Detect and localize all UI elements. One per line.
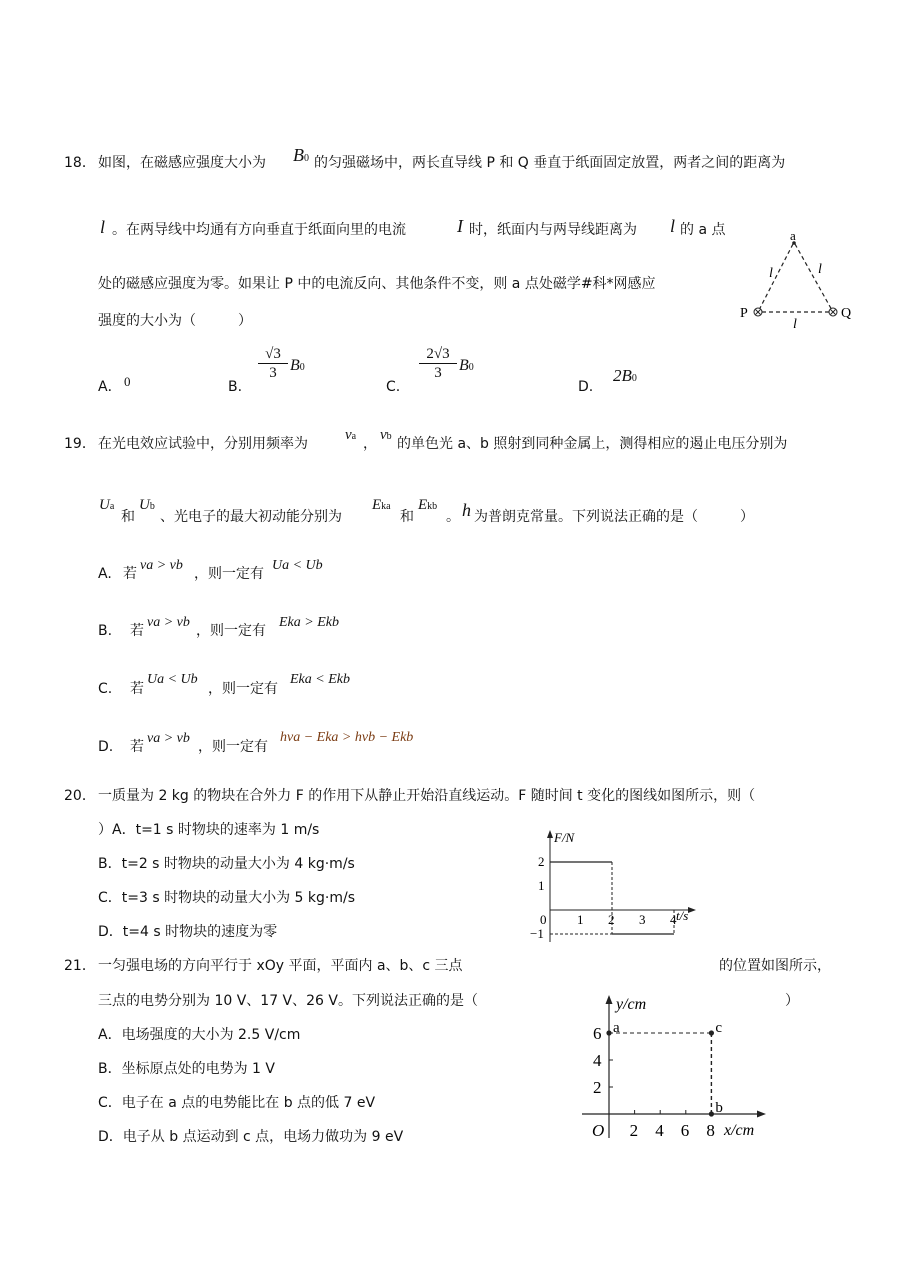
symbol-l: l <box>670 216 676 236</box>
symbol-Ub: Ub <box>139 497 155 513</box>
question-text: 如图，在磁感应强度大小为 <box>98 155 266 171</box>
text-if: 若 <box>123 566 137 582</box>
wire-Q-label: Q <box>841 306 852 321</box>
option-a: ）A．t=1 s 时物块的速率为 1 m/s <box>98 822 320 838</box>
question-text: 。在两导线中均通有方向垂直于纸面向里的电流 <box>112 222 406 238</box>
x-axis-label: t/s <box>676 908 689 923</box>
text-and: 和 <box>400 509 414 525</box>
x-tick-label: 3 <box>639 912 646 927</box>
symbol-Ua: Ua <box>99 497 115 513</box>
y-tick-label: 2 <box>593 1078 602 1097</box>
option-d-condition: νa > νb <box>147 731 190 746</box>
x-axis-label: x/cm <box>724 1122 755 1139</box>
option-a-label: A． <box>98 379 122 395</box>
question-text: 的单色光 a、b 照射到同种金属上，测得相应的遏止电压分别为 <box>397 436 788 452</box>
y-tick-label: −1 <box>530 926 544 941</box>
x-tick-label: 8 <box>706 1121 715 1140</box>
option-a-condition: νa > νb <box>140 558 183 573</box>
option-d-result: hνa − Eka > hνb − Ekb <box>280 730 414 745</box>
question-text: 一匀强电场的方向平行于 xOy 平面，平面内 a、b、c 三点 <box>98 958 463 974</box>
option-a-result: Ua < Ub <box>272 558 323 573</box>
option-a-label: A. <box>98 566 112 582</box>
y-tick-label: 4 <box>593 1051 602 1070</box>
option-d-label: D. <box>578 379 594 395</box>
y-tick-label: 1 <box>538 878 545 893</box>
origin-label: O <box>592 1121 605 1140</box>
option-b: B．坐标原点处的电势为 1 V <box>98 1061 275 1077</box>
option-d: D．电子从 b 点运动到 c 点，电场力做功为 9 eV <box>98 1129 404 1145</box>
x-tick-label: 0 <box>540 912 547 927</box>
wire-triangle-figure <box>735 228 860 328</box>
question-text: 三点的电势分别为 10 V、17 V、26 V。下列说法正确的是（ <box>98 993 478 1009</box>
symbol-I: I <box>457 216 463 236</box>
option-c-B0: B0 <box>459 357 474 374</box>
point-b-label: b <box>715 1100 723 1116</box>
question-text: 时，纸面内与两导线距离为 <box>469 222 637 238</box>
point-b <box>709 1111 714 1116</box>
symbol-va: νa <box>345 427 357 443</box>
option-c-label: C. <box>386 379 401 395</box>
question-text: ） <box>785 993 799 1009</box>
symbol-l: l <box>100 217 106 237</box>
y-tick-label: 6 <box>593 1024 602 1043</box>
point-c-label: c <box>715 1020 723 1036</box>
side-l-label: l <box>793 317 797 328</box>
symbol-vb: νb <box>380 427 392 443</box>
question-text: 的位置如图所示， <box>719 958 831 974</box>
symbol-B0: B0 <box>293 145 309 165</box>
force-time-chart <box>520 826 705 946</box>
symbol-Eka: Eka <box>372 497 391 513</box>
point-a-label: a <box>613 1020 620 1036</box>
position-chart <box>578 990 768 1146</box>
option-c-label: C. <box>98 681 113 697</box>
option-b-result: Eka > Ekb <box>279 615 339 630</box>
wire-P-label: P <box>740 306 748 321</box>
x-tick-label: 4 <box>670 912 677 927</box>
question-text: 的 a 点 <box>680 222 726 238</box>
x-tick-label: 1 <box>577 912 584 927</box>
option-c-condition: Ua < Ub <box>147 672 198 687</box>
question-text: 在光电效应试验中，分别用频率为 <box>98 436 308 452</box>
option-d: D．t=4 s 时物块的速度为零 <box>98 924 278 940</box>
option-d-value: 2B0 <box>613 366 637 385</box>
period: 。 <box>446 509 460 525</box>
text-if: 若 <box>130 739 144 755</box>
question-number: 18． <box>64 155 96 171</box>
side-l-label: l <box>769 266 773 281</box>
text-then: ，则一定有 <box>208 681 278 697</box>
text-if: 若 <box>130 623 144 639</box>
question-number: 21． <box>64 958 96 974</box>
question-number: 19． <box>64 436 96 452</box>
option-c-fraction: $\frac{2√3}{3}$ <box>419 345 457 382</box>
question-text: 为普朗克常量。下列说法正确的是（ ） <box>474 509 754 525</box>
text-then: ，则一定有 <box>194 566 264 582</box>
question-number: 20． <box>64 788 96 804</box>
side-l-label: l <box>818 262 822 277</box>
point-a <box>606 1030 611 1035</box>
y-tick-label: 2 <box>538 854 545 869</box>
point-c <box>709 1030 714 1035</box>
option-b-fraction: $\frac{√3}{3}$ <box>258 345 288 382</box>
option-b-label: B. <box>98 623 113 639</box>
text-then: ，则一定有 <box>196 623 266 639</box>
option-d-label: D. <box>98 739 114 755</box>
text-then: ，则一定有 <box>198 739 268 755</box>
question-text: 一质量为 2 kg 的物块在合外力 F 的作用下从静止开始沿直线运动。F 随时间 t 变化的图线如图所示，则（ <box>98 788 756 804</box>
option-c: C．电子在 a 点的电势能比在 b 点的低 7 eV <box>98 1095 376 1111</box>
x-tick-label: 6 <box>680 1121 690 1140</box>
option-b: B．t=2 s 时物块的动量大小为 4 kg·m/s <box>98 856 355 872</box>
option-a: A．电场强度的大小为 2.5 V/cm <box>98 1027 301 1043</box>
symbol-Ekb: Ekb <box>418 497 438 513</box>
option-c-result: Eka < Ekb <box>290 672 350 687</box>
option-a-value: 0 <box>124 374 131 389</box>
option-b-label: B. <box>228 379 243 395</box>
text-and: 和 <box>121 509 135 525</box>
question-text: 、光电子的最大初动能分别为 <box>160 509 342 525</box>
option-c: C．t=3 s 时物块的动量大小为 5 kg·m/s <box>98 890 355 906</box>
question-text: 强度的大小为（ ） <box>98 313 252 329</box>
option-b-condition: νa > νb <box>147 615 190 630</box>
symbol-h: h <box>462 500 471 520</box>
point-a-label: a <box>790 228 796 243</box>
text-if: 若 <box>130 681 144 697</box>
x-tick-label: 2 <box>608 912 615 927</box>
y-axis-label: F/N <box>554 830 575 845</box>
x-tick-label: 4 <box>655 1121 664 1140</box>
comma: ， <box>363 436 377 452</box>
question-text: 的匀强磁场中，两长直导线 P 和 Q 垂直于纸面固定放置，两者之间的距离为 <box>314 155 786 171</box>
question-text: 处的磁感应强度为零。如果让 P 中的电流反向、其他条件不变，则 a 点处磁学#科*网感应 <box>98 276 656 292</box>
option-b-B0: B0 <box>290 357 305 374</box>
y-axis-label: y/cm <box>616 996 647 1013</box>
x-tick-label: 2 <box>629 1121 639 1140</box>
